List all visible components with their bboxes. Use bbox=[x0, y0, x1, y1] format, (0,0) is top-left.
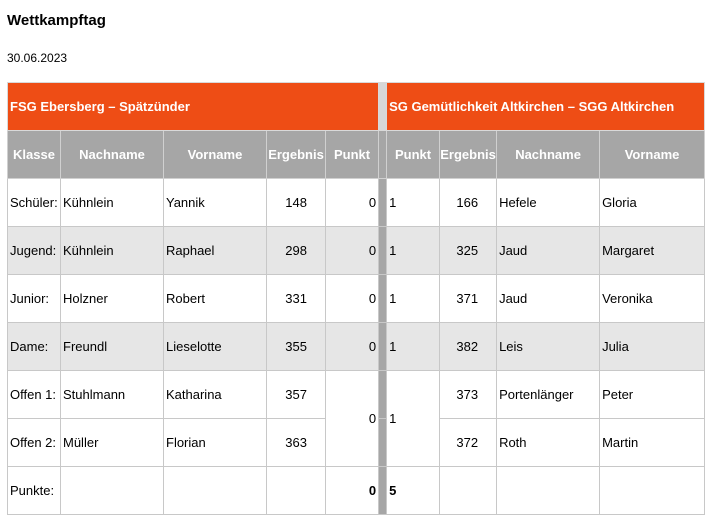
cell-klasse: Jugend: bbox=[8, 227, 61, 275]
cell-nachname-left: Freundl bbox=[61, 323, 164, 371]
cell-punkt-left: 0 bbox=[326, 227, 379, 275]
cell-ergebnis-right: 325 bbox=[440, 227, 497, 275]
cell-vorname-left: Robert bbox=[164, 275, 267, 323]
table-row bbox=[8, 275, 705, 323]
empty-cell bbox=[497, 467, 600, 515]
column-separator bbox=[379, 467, 387, 515]
header-vorname-right: Vorname bbox=[600, 131, 705, 179]
column-separator bbox=[379, 131, 387, 179]
empty-cell bbox=[164, 467, 267, 515]
header-punkt-right: Punkt bbox=[387, 131, 440, 179]
empty-cell bbox=[61, 467, 164, 515]
cell-ergebnis-left: 148 bbox=[267, 179, 326, 227]
totals-row bbox=[8, 467, 705, 515]
results-table bbox=[7, 82, 705, 515]
total-points-left: 0 bbox=[326, 467, 379, 515]
cell-klasse: Offen 2: bbox=[8, 419, 61, 467]
cell-nachname-left: Kühnlein bbox=[61, 227, 164, 275]
column-separator bbox=[379, 83, 387, 131]
column-separator bbox=[379, 419, 387, 467]
table-row bbox=[8, 323, 705, 371]
cell-klasse: Dame: bbox=[8, 323, 61, 371]
cell-ergebnis-left: 331 bbox=[267, 275, 326, 323]
cell-punkt-left: 0 bbox=[326, 275, 379, 323]
empty-cell bbox=[600, 467, 705, 515]
competition-date: 30.06.2023 bbox=[7, 51, 68, 65]
header-nachname-left: Nachname bbox=[61, 131, 164, 179]
cell-punkt-right: 1 bbox=[387, 275, 440, 323]
total-points-right: 5 bbox=[387, 467, 440, 515]
cell-ergebnis-right: 373 bbox=[440, 371, 497, 419]
cell-punkt-right-offen: 1 bbox=[387, 371, 440, 467]
cell-vorname-left: Raphael bbox=[164, 227, 267, 275]
column-separator bbox=[379, 323, 387, 371]
cell-nachname-left: Stuhlmann bbox=[61, 371, 164, 419]
cell-punkt-right: 1 bbox=[387, 179, 440, 227]
cell-nachname-right: Portenlänger bbox=[497, 371, 600, 419]
team-left-name: FSG Ebersberg – Spätzünder bbox=[8, 83, 379, 131]
cell-klasse: Offen 1: bbox=[8, 371, 61, 419]
cell-nachname-left: Müller bbox=[61, 419, 164, 467]
cell-punkt-right: 1 bbox=[387, 323, 440, 371]
totals-label: Punkte: bbox=[8, 467, 61, 515]
cell-ergebnis-left: 298 bbox=[267, 227, 326, 275]
cell-vorname-right: Margaret bbox=[600, 227, 705, 275]
cell-ergebnis-left: 355 bbox=[267, 323, 326, 371]
empty-cell bbox=[440, 467, 497, 515]
header-klasse: Klasse bbox=[8, 131, 61, 179]
cell-nachname-left: Holzner bbox=[61, 275, 164, 323]
cell-nachname-right: Leis bbox=[497, 323, 600, 371]
cell-ergebnis-left: 357 bbox=[267, 371, 326, 419]
cell-punkt-left: 0 bbox=[326, 179, 379, 227]
cell-nachname-right: Jaud bbox=[497, 227, 600, 275]
column-separator bbox=[379, 371, 387, 419]
cell-ergebnis-left: 363 bbox=[267, 419, 326, 467]
header-vorname-left: Vorname bbox=[164, 131, 267, 179]
cell-nachname-right: Roth bbox=[497, 419, 600, 467]
team-header-row bbox=[8, 83, 705, 131]
table-row bbox=[8, 227, 705, 275]
cell-vorname-left: Lieselotte bbox=[164, 323, 267, 371]
cell-vorname-left: Florian bbox=[164, 419, 267, 467]
table-row bbox=[8, 179, 705, 227]
cell-vorname-left: Katharina bbox=[164, 371, 267, 419]
cell-klasse: Schüler: bbox=[8, 179, 61, 227]
cell-vorname-left: Yannik bbox=[164, 179, 267, 227]
cell-punkt-left: 0 bbox=[326, 323, 379, 371]
table-row bbox=[8, 371, 705, 419]
cell-punkt-left-offen: 0 bbox=[326, 371, 379, 467]
page-title: Wettkampftag bbox=[7, 12, 106, 29]
cell-vorname-right: Julia bbox=[600, 323, 705, 371]
column-separator bbox=[379, 227, 387, 275]
cell-nachname-left: Kühnlein bbox=[61, 179, 164, 227]
cell-vorname-right: Gloria bbox=[600, 179, 705, 227]
team-right-name: SG Gemütlichkeit Altkirchen – SGG Altkirchen bbox=[387, 83, 705, 131]
header-punkt-left: Punkt bbox=[326, 131, 379, 179]
cell-nachname-right: Jaud bbox=[497, 275, 600, 323]
empty-cell bbox=[267, 467, 326, 515]
cell-vorname-right: Martin bbox=[600, 419, 705, 467]
column-header-row bbox=[8, 131, 705, 179]
cell-klasse: Junior: bbox=[8, 275, 61, 323]
cell-ergebnis-right: 166 bbox=[440, 179, 497, 227]
cell-ergebnis-right: 372 bbox=[440, 419, 497, 467]
cell-nachname-right: Hefele bbox=[497, 179, 600, 227]
cell-vorname-right: Peter bbox=[600, 371, 705, 419]
column-separator bbox=[379, 179, 387, 227]
cell-ergebnis-right: 371 bbox=[440, 275, 497, 323]
header-ergebnis-right: Ergebnis bbox=[440, 131, 497, 179]
header-ergebnis-left: Ergebnis bbox=[267, 131, 326, 179]
cell-vorname-right: Veronika bbox=[600, 275, 705, 323]
header-nachname-right: Nachname bbox=[497, 131, 600, 179]
column-separator bbox=[379, 275, 387, 323]
cell-ergebnis-right: 382 bbox=[440, 323, 497, 371]
cell-punkt-right: 1 bbox=[387, 227, 440, 275]
